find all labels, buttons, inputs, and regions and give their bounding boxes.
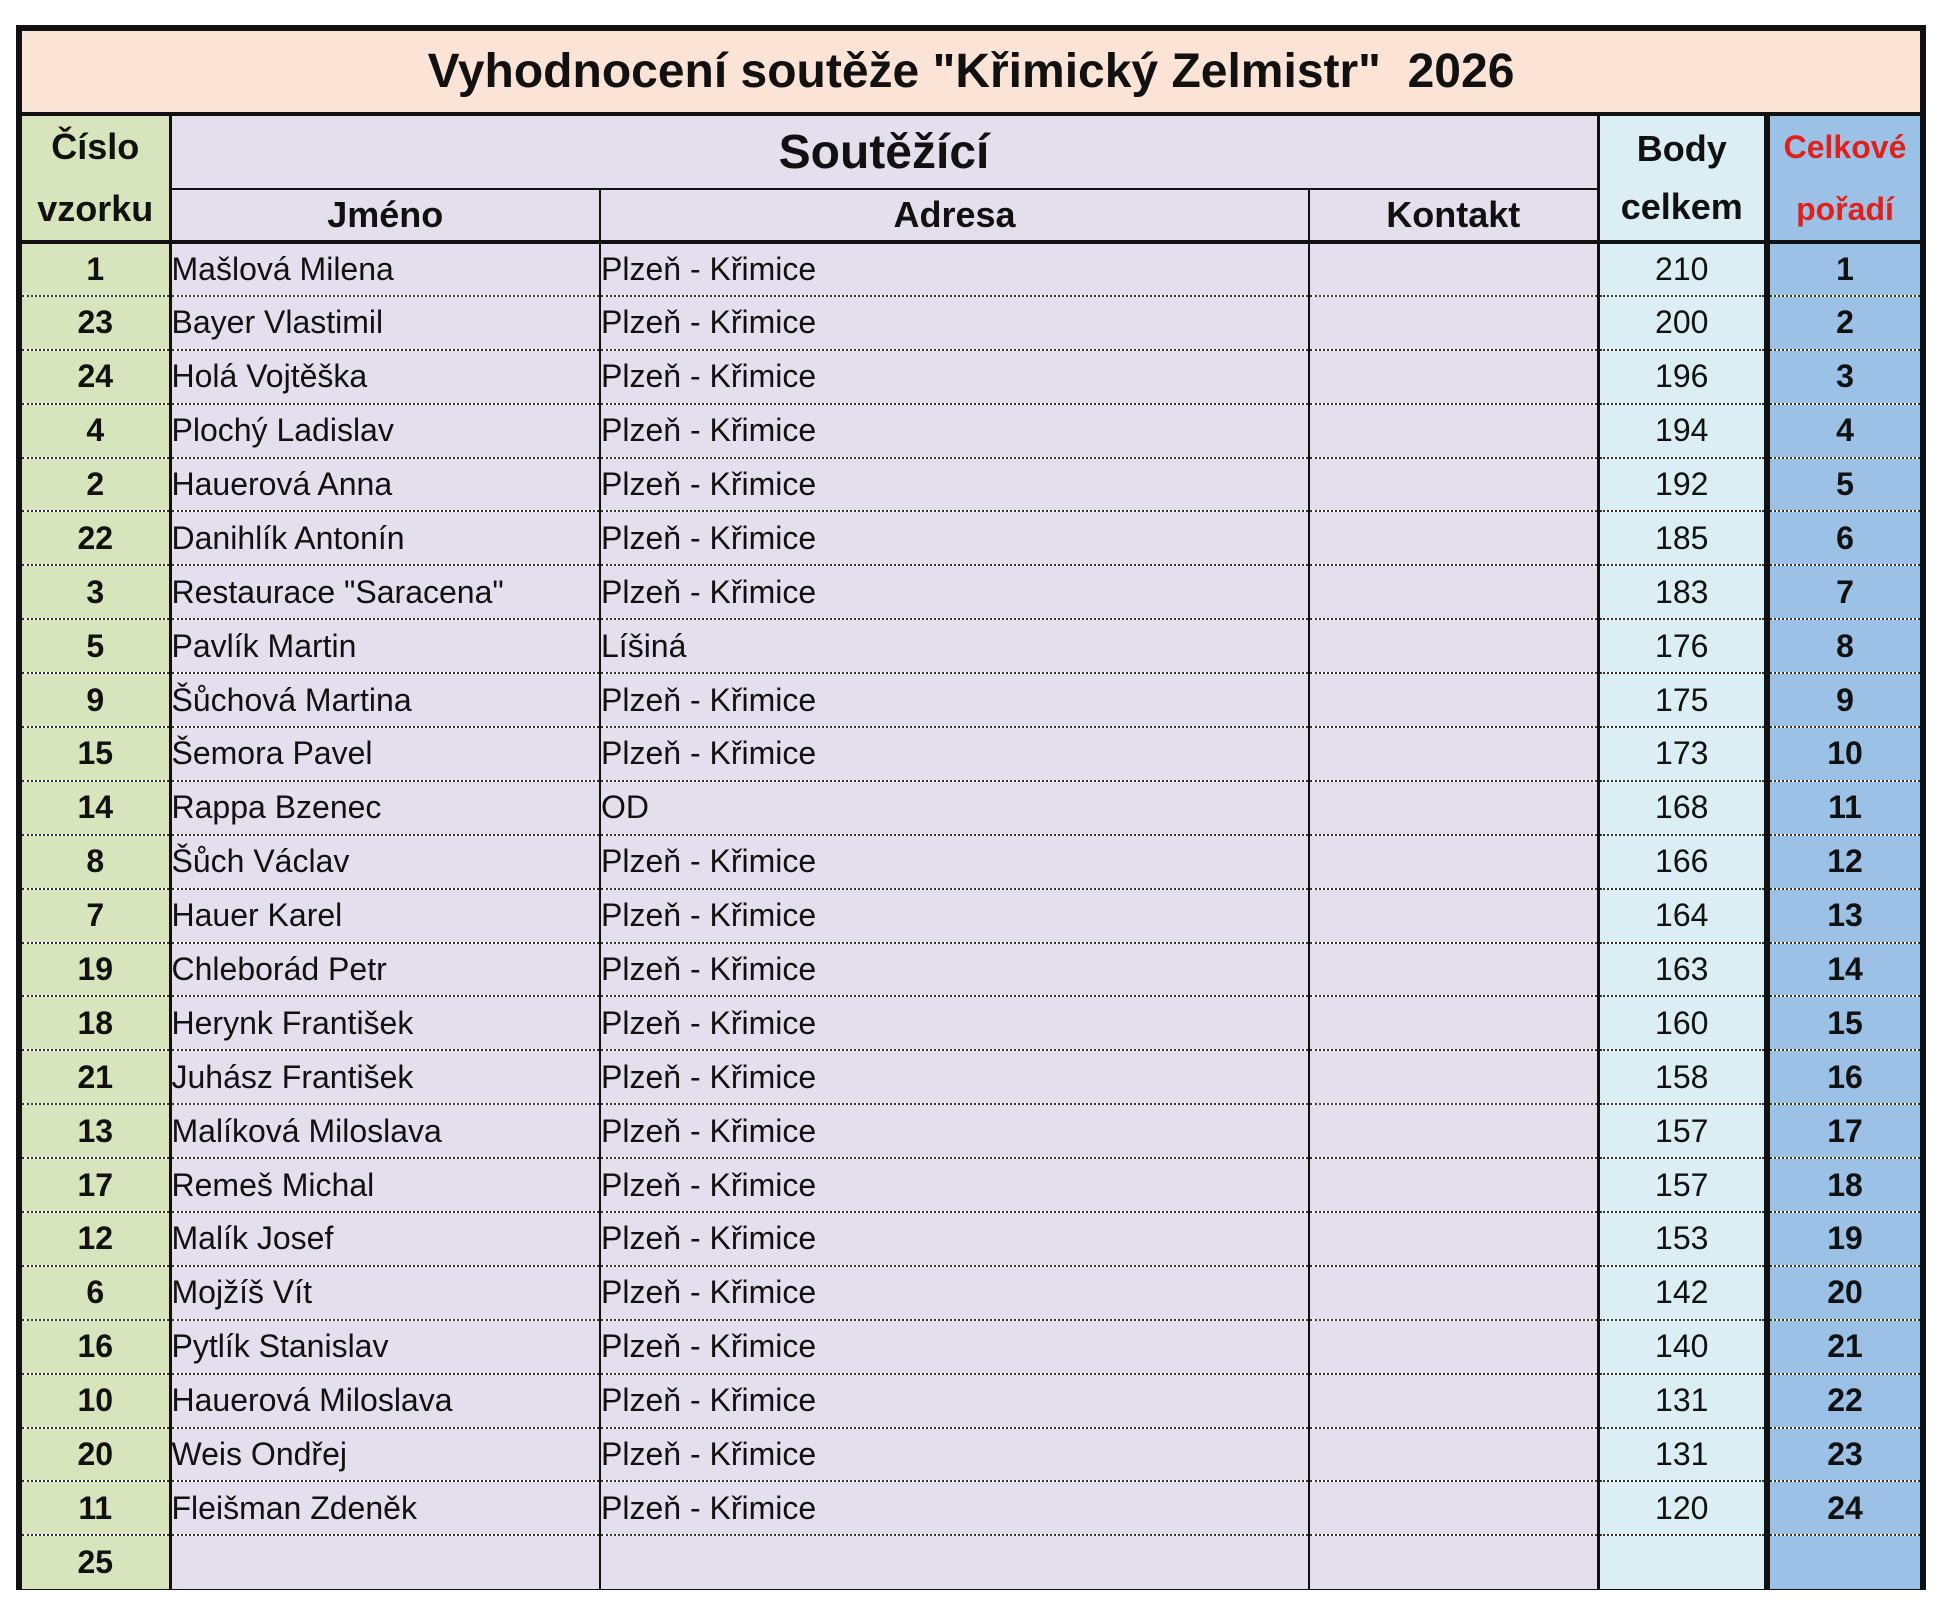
- cell-name: Fleišman Zdeněk: [170, 1481, 600, 1535]
- header-total-points: [1598, 116, 1767, 242]
- cell-overall-rank: 12: [1767, 835, 1920, 889]
- cell-address: Plzeň - Křimice: [600, 1104, 1309, 1158]
- cell-overall-rank: 3: [1767, 350, 1920, 404]
- cell-sample-number: 18: [22, 996, 170, 1050]
- cell-name: Chleborád Petr: [170, 943, 600, 997]
- header-overall-rank-line1: Celkové: [1783, 129, 1907, 165]
- header-contact: Kontakt: [1309, 189, 1598, 242]
- header-row-top: [22, 116, 1920, 189]
- cell-address: Plzeň - Křimice: [600, 511, 1309, 565]
- cell-total-points: 164: [1598, 889, 1767, 943]
- table-row: [22, 673, 1920, 727]
- cell-address: [600, 1535, 1309, 1589]
- cell-contact: [1309, 242, 1598, 296]
- cell-name: Plochý Ladislav: [170, 404, 600, 458]
- cell-contact: [1309, 1320, 1598, 1374]
- header-sample-number-line1: Číslo: [51, 126, 140, 167]
- cell-total-points: 163: [1598, 943, 1767, 997]
- cell-sample-number: 23: [22, 296, 170, 350]
- sheet-title: Vyhodnocení soutěže "Křimický Zelmistr" 2026: [22, 31, 1920, 116]
- cell-overall-rank: 8: [1767, 619, 1920, 673]
- cell-name: Malíková Miloslava: [170, 1104, 600, 1158]
- cell-total-points: 168: [1598, 781, 1767, 835]
- cell-contact: [1309, 1104, 1598, 1158]
- table-row: [22, 1535, 1920, 1589]
- cell-total-points: 140: [1598, 1320, 1767, 1374]
- cell-name: Šemora Pavel: [170, 727, 600, 781]
- cell-contact: [1309, 1428, 1598, 1482]
- cell-address: Plzeň - Křimice: [600, 1212, 1309, 1266]
- cell-contact: [1309, 350, 1598, 404]
- cell-total-points: 166: [1598, 835, 1767, 889]
- cell-sample-number: 14: [22, 781, 170, 835]
- cell-sample-number: 1: [22, 242, 170, 296]
- cell-overall-rank: 5: [1767, 458, 1920, 512]
- cell-name: Mojžíš Vít: [170, 1266, 600, 1320]
- cell-overall-rank: 7: [1767, 565, 1920, 619]
- cell-overall-rank: 13: [1767, 889, 1920, 943]
- cell-sample-number: 15: [22, 727, 170, 781]
- cell-contact: [1309, 1158, 1598, 1212]
- cell-total-points: 142: [1598, 1266, 1767, 1320]
- results-table: [22, 116, 1920, 1589]
- cell-overall-rank: 22: [1767, 1374, 1920, 1428]
- cell-contact: [1309, 673, 1598, 727]
- cell-overall-rank: 15: [1767, 996, 1920, 1050]
- cell-sample-number: 16: [22, 1320, 170, 1374]
- table-row: [22, 1050, 1920, 1104]
- cell-contact: [1309, 1374, 1598, 1428]
- cell-total-points: 157: [1598, 1158, 1767, 1212]
- cell-contact: [1309, 458, 1598, 512]
- header-sample-number-line2: vzorku: [37, 188, 154, 229]
- cell-total-points: 153: [1598, 1212, 1767, 1266]
- header-sample-number: [22, 116, 170, 242]
- cell-name: Pytlík Stanislav: [170, 1320, 600, 1374]
- cell-overall-rank: 20: [1767, 1266, 1920, 1320]
- results-body: [22, 242, 1920, 1589]
- cell-overall-rank: 10: [1767, 727, 1920, 781]
- cell-name: Rappa Bzenec: [170, 781, 600, 835]
- cell-name: Juhász František: [170, 1050, 600, 1104]
- cell-contact: [1309, 1050, 1598, 1104]
- cell-name: Hauerová Miloslava: [170, 1374, 600, 1428]
- cell-sample-number: 10: [22, 1374, 170, 1428]
- cell-address: Plzeň - Křimice: [600, 943, 1309, 997]
- cell-total-points: 185: [1598, 511, 1767, 565]
- cell-overall-rank: 17: [1767, 1104, 1920, 1158]
- cell-sample-number: 12: [22, 1212, 170, 1266]
- cell-total-points: 160: [1598, 996, 1767, 1050]
- cell-contact: [1309, 1535, 1598, 1589]
- cell-address: Plzeň - Křimice: [600, 458, 1309, 512]
- cell-sample-number: 19: [22, 943, 170, 997]
- cell-total-points: 196: [1598, 350, 1767, 404]
- table-row: [22, 943, 1920, 997]
- cell-name: Holá Vojtěška: [170, 350, 600, 404]
- cell-address: Plzeň - Křimice: [600, 835, 1309, 889]
- cell-address: Plzeň - Křimice: [600, 404, 1309, 458]
- header-contestants: Soutěžící: [170, 116, 1598, 189]
- cell-overall-rank: 18: [1767, 1158, 1920, 1212]
- table-row: [22, 781, 1920, 835]
- cell-overall-rank: [1767, 1535, 1920, 1589]
- cell-overall-rank: 23: [1767, 1428, 1920, 1482]
- cell-name: Hauer Karel: [170, 889, 600, 943]
- cell-contact: [1309, 565, 1598, 619]
- cell-address: Plzeň - Křimice: [600, 996, 1309, 1050]
- cell-total-points: 120: [1598, 1481, 1767, 1535]
- table-row: [22, 242, 1920, 296]
- cell-overall-rank: 14: [1767, 943, 1920, 997]
- cell-contact: [1309, 835, 1598, 889]
- cell-total-points: 131: [1598, 1374, 1767, 1428]
- cell-contact: [1309, 511, 1598, 565]
- table-row: [22, 404, 1920, 458]
- cell-address: Líšiná: [600, 619, 1309, 673]
- table-row: [22, 619, 1920, 673]
- cell-address: Plzeň - Křimice: [600, 727, 1309, 781]
- table-row: [22, 1104, 1920, 1158]
- cell-address: Plzeň - Křimice: [600, 565, 1309, 619]
- table-row: [22, 1212, 1920, 1266]
- cell-sample-number: 22: [22, 511, 170, 565]
- cell-contact: [1309, 1481, 1598, 1535]
- cell-total-points: 175: [1598, 673, 1767, 727]
- cell-address: Plzeň - Křimice: [600, 1481, 1309, 1535]
- cell-sample-number: 20: [22, 1428, 170, 1482]
- cell-address: Plzeň - Křimice: [600, 1050, 1309, 1104]
- cell-name: [170, 1535, 600, 1589]
- cell-contact: [1309, 996, 1598, 1050]
- cell-name: Pavlík Martin: [170, 619, 600, 673]
- cell-contact: [1309, 727, 1598, 781]
- cell-sample-number: 4: [22, 404, 170, 458]
- cell-contact: [1309, 296, 1598, 350]
- cell-overall-rank: 19: [1767, 1212, 1920, 1266]
- table-row: [22, 1158, 1920, 1212]
- cell-sample-number: 13: [22, 1104, 170, 1158]
- cell-contact: [1309, 781, 1598, 835]
- cell-overall-rank: 6: [1767, 511, 1920, 565]
- cell-name: Šůch Václav: [170, 835, 600, 889]
- cell-total-points: [1598, 1535, 1767, 1589]
- cell-overall-rank: 4: [1767, 404, 1920, 458]
- header-overall-rank-line2: pořadí: [1796, 191, 1894, 227]
- cell-total-points: 131: [1598, 1428, 1767, 1482]
- table-row: [22, 1374, 1920, 1428]
- cell-overall-rank: 2: [1767, 296, 1920, 350]
- cell-overall-rank: 9: [1767, 673, 1920, 727]
- table-row: [22, 458, 1920, 512]
- header-overall-rank: [1767, 116, 1920, 242]
- cell-address: Plzeň - Křimice: [600, 673, 1309, 727]
- cell-name: Remeš Michal: [170, 1158, 600, 1212]
- cell-name: Šůchová Martina: [170, 673, 600, 727]
- cell-total-points: 194: [1598, 404, 1767, 458]
- cell-name: Hauerová Anna: [170, 458, 600, 512]
- cell-total-points: 192: [1598, 458, 1767, 512]
- cell-contact: [1309, 1212, 1598, 1266]
- cell-contact: [1309, 619, 1598, 673]
- table-row: [22, 1320, 1920, 1374]
- cell-sample-number: 7: [22, 889, 170, 943]
- table-row: [22, 511, 1920, 565]
- cell-address: Plzeň - Křimice: [600, 1158, 1309, 1212]
- cell-total-points: 158: [1598, 1050, 1767, 1104]
- table-row: [22, 1266, 1920, 1320]
- cell-sample-number: 8: [22, 835, 170, 889]
- cell-address: OD: [600, 781, 1309, 835]
- table-row: [22, 835, 1920, 889]
- table-row: [22, 1481, 1920, 1535]
- cell-overall-rank: 16: [1767, 1050, 1920, 1104]
- table-row: [22, 296, 1920, 350]
- cell-address: Plzeň - Křimice: [600, 350, 1309, 404]
- cell-contact: [1309, 404, 1598, 458]
- results-sheet: [16, 25, 1926, 1590]
- cell-name: Malík Josef: [170, 1212, 600, 1266]
- cell-name: Herynk František: [170, 996, 600, 1050]
- table-row: [22, 350, 1920, 404]
- cell-address: Plzeň - Křimice: [600, 296, 1309, 350]
- cell-sample-number: 21: [22, 1050, 170, 1104]
- cell-overall-rank: 11: [1767, 781, 1920, 835]
- cell-name: Mašlová Milena: [170, 242, 600, 296]
- cell-address: Plzeň - Křimice: [600, 1320, 1309, 1374]
- header-total-points-line1: Body: [1636, 128, 1727, 169]
- cell-total-points: 200: [1598, 296, 1767, 350]
- table-row: [22, 889, 1920, 943]
- cell-total-points: 183: [1598, 565, 1767, 619]
- cell-overall-rank: 21: [1767, 1320, 1920, 1374]
- cell-contact: [1309, 1266, 1598, 1320]
- cell-name: Danihlík Antonín: [170, 511, 600, 565]
- cell-overall-rank: 24: [1767, 1481, 1920, 1535]
- cell-sample-number: 11: [22, 1481, 170, 1535]
- cell-sample-number: 9: [22, 673, 170, 727]
- cell-address: Plzeň - Křimice: [600, 889, 1309, 943]
- cell-sample-number: 2: [22, 458, 170, 512]
- cell-overall-rank: 1: [1767, 242, 1920, 296]
- cell-contact: [1309, 889, 1598, 943]
- header-name: Jméno: [170, 189, 600, 242]
- cell-name: Bayer Vlastimil: [170, 296, 600, 350]
- cell-contact: [1309, 943, 1598, 997]
- cell-total-points: 210: [1598, 242, 1767, 296]
- cell-address: Plzeň - Křimice: [600, 242, 1309, 296]
- cell-sample-number: 24: [22, 350, 170, 404]
- cell-total-points: 173: [1598, 727, 1767, 781]
- cell-name: Restaurace "Saracena": [170, 565, 600, 619]
- cell-address: Plzeň - Křimice: [600, 1374, 1309, 1428]
- cell-sample-number: 25: [22, 1535, 170, 1589]
- header-total-points-line2: celkem: [1620, 186, 1743, 227]
- cell-total-points: 157: [1598, 1104, 1767, 1158]
- table-row: [22, 996, 1920, 1050]
- table-row: [22, 565, 1920, 619]
- cell-sample-number: 5: [22, 619, 170, 673]
- header-address: Adresa: [600, 189, 1309, 242]
- cell-address: Plzeň - Křimice: [600, 1428, 1309, 1482]
- cell-sample-number: 3: [22, 565, 170, 619]
- cell-sample-number: 6: [22, 1266, 170, 1320]
- cell-name: Weis Ondřej: [170, 1428, 600, 1482]
- cell-address: Plzeň - Křimice: [600, 1266, 1309, 1320]
- cell-sample-number: 17: [22, 1158, 170, 1212]
- table-row: [22, 727, 1920, 781]
- table-row: [22, 1428, 1920, 1482]
- cell-total-points: 176: [1598, 619, 1767, 673]
